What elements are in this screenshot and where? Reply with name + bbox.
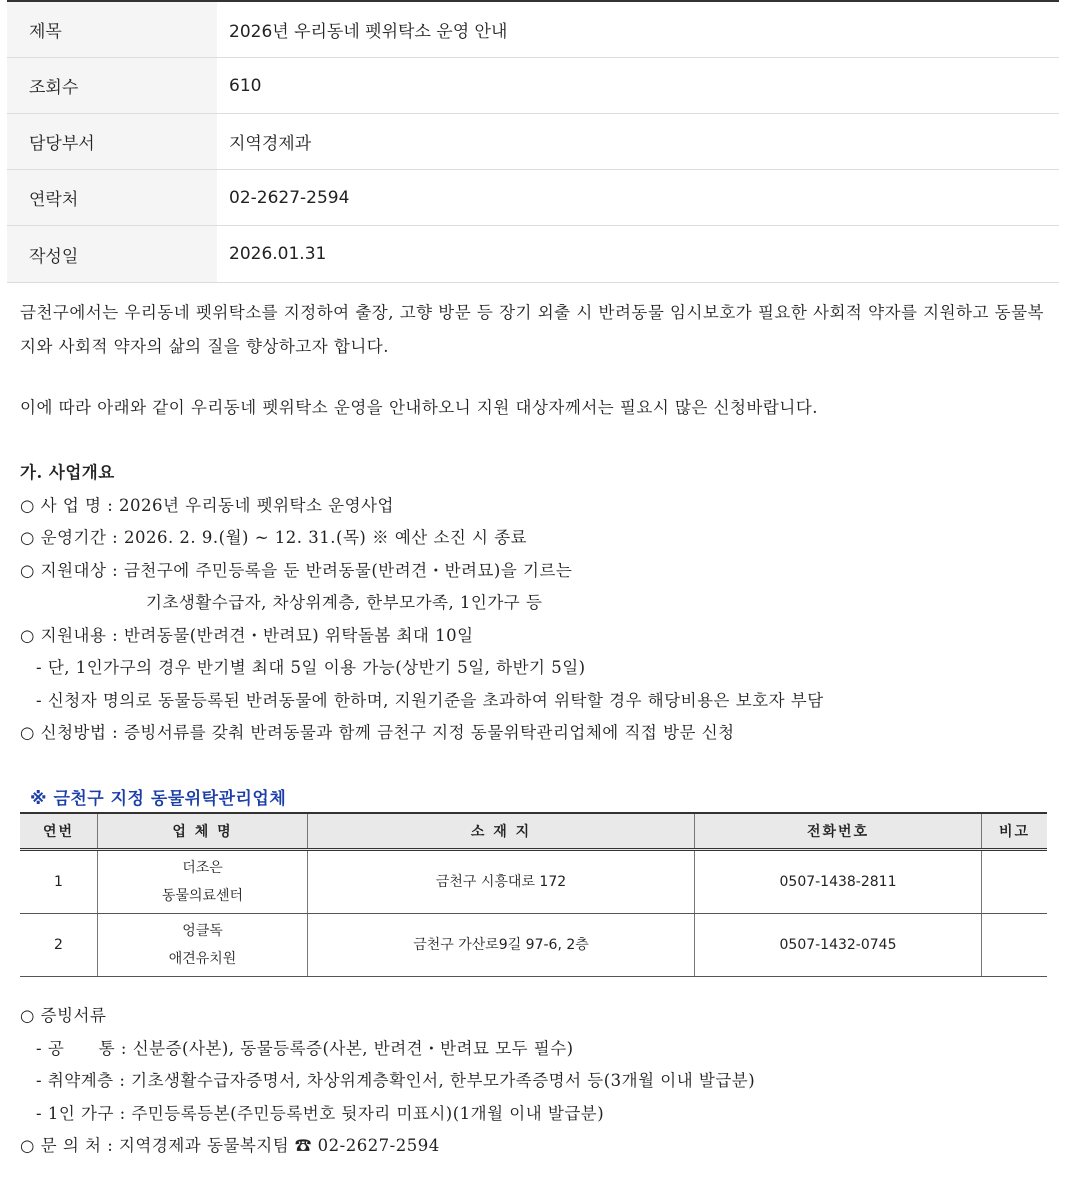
meta-row-views	[7, 58, 1059, 114]
post-body	[20, 296, 1050, 1155]
intro-paragraph-2: 이에 따라 아래와 같이 우리동네 펫위탁소 운영을 안내하오니 지원 대상자께서는 필요시 많은 신청바랍니다.	[20, 398, 818, 417]
docs-subitem: - 공 통 : 신분증(사본), 동물등록증(사본, 반려견・반려묘 모두 필수)	[36, 1039, 574, 1058]
column-header-no: 연번	[20, 813, 98, 850]
overview-subitem: - 단, 1인가구의 경우 반기별 최대 5일 이용 가능(상반기 5일, 하반기 5일)	[36, 658, 586, 677]
overview-item-continued: 기초생활수급자, 차상위계층, 한부모가족, 1인가구 등	[146, 593, 543, 612]
cell-address: 금천구 시흥대로 172	[308, 850, 695, 914]
cell-no: 1	[20, 850, 98, 914]
column-header-name: 업 체 명	[98, 813, 308, 850]
meta-label: 연락처	[7, 170, 217, 225]
cell-no: 2	[20, 914, 98, 977]
meta-label: 제목	[7, 2, 217, 57]
docs-item: ○ 증빙서류	[20, 1006, 107, 1025]
intro-paragraph: 금천구에서는 우리동네 펫위탁소를 지정하여 출장, 고향 방문 등 장기 외출 시 반려동물 임시보호가 필요한 사회적 약자를 지원하고 동물복지와 사회적 약자의 삶의 질을 향상하고자 합니다.	[20, 303, 1044, 356]
meta-label: 담당부서	[7, 114, 217, 169]
table-row	[20, 850, 1047, 914]
docs-subitem: - 1인 가구 : 주민등록등본(주민등록번호 뒷자리 미표시)(1개월 이내 발급분)	[36, 1104, 605, 1123]
meta-value-date: 2026.01.31	[229, 244, 327, 264]
meta-row-department	[7, 114, 1059, 170]
meta-label: 작성일	[7, 226, 217, 282]
meta-row-date	[7, 226, 1059, 283]
contact-item: ○ 문 의 처 : 지역경제과 동물복지팀 ☎ 02-2627-2594	[20, 1136, 440, 1155]
cell-note	[982, 850, 1048, 914]
table-row	[20, 914, 1047, 977]
overview-item: ○ 사 업 명 : 2026년 우리동네 펫위탁소 운영사업	[20, 496, 394, 515]
name-line: 엉클독	[182, 923, 223, 939]
meta-value-views: 610	[229, 75, 262, 96]
meta-row-title	[7, 2, 1059, 58]
post-meta-table	[7, 0, 1059, 283]
cell-note	[982, 914, 1048, 977]
table-header-row	[20, 813, 1047, 850]
section-heading: 가. 사업개요	[20, 463, 115, 482]
cell-address: 금천구 가산로9길 97-6, 2층	[308, 914, 695, 977]
overview-item: ○ 운영기간 : 2026. 2. 9.(월) ~ 12. 31.(목) ※ 예산 소진 시 종료	[20, 528, 528, 547]
cell-phone: 0507-1432-0745	[695, 914, 982, 977]
name-line: 동물의료센터	[161, 888, 244, 904]
meta-row-contact	[7, 170, 1059, 226]
venue-table	[20, 812, 1047, 977]
cell-name	[98, 850, 308, 914]
cell-phone: 0507-1438-2811	[695, 850, 982, 914]
overview-item: ○ 지원대상 : 금천구에 주민등록을 둔 반려동물(반려견・반려묘)을 기르는	[20, 561, 573, 580]
name-line: 더조은	[182, 860, 223, 876]
overview-item: ○ 지원내용 : 반려동물(반려견・반려묘) 위탁돌봄 최대 10일	[20, 626, 474, 645]
meta-label: 조회수	[7, 58, 217, 113]
column-header-phone: 전화번호	[695, 813, 982, 850]
column-header-note: 비고	[982, 813, 1048, 850]
overview-item: ○ 신청방법 : 증빙서류를 갖춰 반려동물과 함께 금천구 지정 동물위탁관리업체에 직접 방문 신청	[20, 723, 735, 742]
docs-subitem: - 취약계층 : 기초생활수급자증명서, 차상위계층확인서, 한부모가족증명서 등(3개월 이내 발급분)	[36, 1071, 756, 1090]
cell-name	[98, 914, 308, 977]
meta-value-contact: 02-2627-2594	[229, 187, 350, 208]
table-title: ※ 금천구 지정 동물위탁관리업체	[30, 789, 287, 809]
overview-subitem: - 신청자 명의로 동물등록된 반려동물에 한하며, 지원기준을 초과하여 위탁할 경우 해당비용은 보호자 부담	[36, 691, 824, 710]
name-line: 애견유치원	[168, 951, 237, 967]
meta-value-department: 지역경제과	[229, 134, 312, 154]
meta-value-title: 2026년 우리동네 펫위탁소 운영 안내	[229, 22, 508, 42]
column-header-address: 소 재 지	[308, 813, 695, 850]
